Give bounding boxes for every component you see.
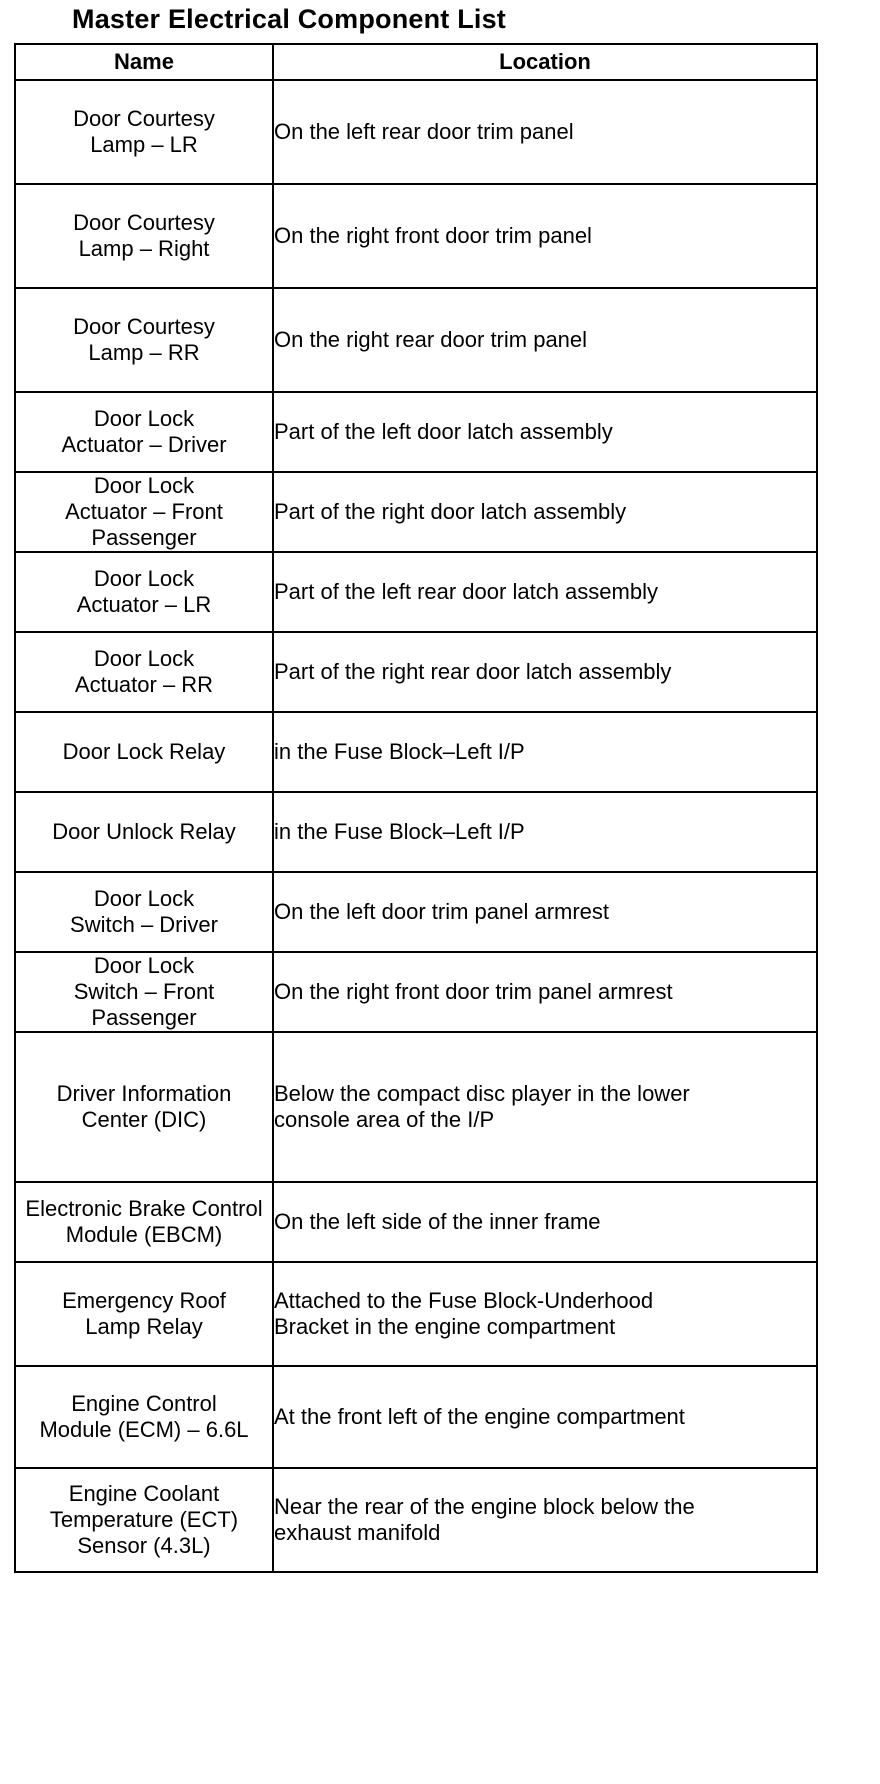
component-name-cell <box>15 80 273 184</box>
column-header-location: Location <box>273 44 817 80</box>
table-header-row <box>15 44 817 80</box>
table-row <box>15 872 817 952</box>
component-location-line: in the Fuse Block–Left I/P <box>274 819 525 844</box>
table-row <box>15 392 817 472</box>
component-location-line: Part of the right door latch assembly <box>274 499 627 524</box>
component-location-cell <box>273 184 817 288</box>
component-name-cell <box>15 184 273 288</box>
component-name-cell <box>15 632 273 712</box>
component-name-cell <box>15 792 273 872</box>
component-name-line: Engine Coolant <box>68 1481 220 1506</box>
component-name-cell <box>15 1468 273 1572</box>
component-name-cell <box>15 552 273 632</box>
table-row <box>15 1182 817 1262</box>
component-location-cell <box>273 872 817 952</box>
table-row <box>15 632 817 712</box>
component-name-cell <box>15 392 273 472</box>
table-body <box>15 80 817 1572</box>
component-name-cell <box>15 1032 273 1182</box>
component-name-cell <box>15 472 273 552</box>
component-name-line: Actuator – LR <box>76 592 212 617</box>
component-name-line: Actuator – Driver <box>61 432 227 457</box>
component-location-line: Part of the left rear door latch assembly <box>274 579 658 604</box>
component-name-line: Driver Information <box>56 1081 232 1106</box>
component-location-cell <box>273 288 817 392</box>
component-name-line: Actuator – Front <box>65 499 223 524</box>
table-row <box>15 952 817 1032</box>
component-name-line: Door Courtesy <box>73 106 215 131</box>
table-row <box>15 472 817 552</box>
table-row <box>15 792 817 872</box>
component-name-line: Door Lock Relay <box>62 739 226 764</box>
table-row <box>15 184 817 288</box>
component-location-cell <box>273 632 817 712</box>
component-location-cell <box>273 80 817 184</box>
table-row <box>15 1032 817 1182</box>
component-location-line: in the Fuse Block–Left I/P <box>274 739 525 764</box>
page-title: Master Electrical Component List <box>72 4 506 34</box>
component-name-line: Actuator – RR <box>74 672 214 697</box>
component-name-line: Electronic Brake Control <box>25 1196 263 1221</box>
component-name-line: Lamp – RR <box>88 340 200 365</box>
component-name-line: Door Courtesy <box>73 210 215 235</box>
component-name-line: Lamp – Right <box>78 236 210 261</box>
component-name-line: Module (EBCM) <box>65 1222 223 1247</box>
component-location-line: Part of the left door latch assembly <box>274 419 613 444</box>
component-name-line: Engine Control <box>71 1391 217 1416</box>
component-location-line: At the front left of the engine compartment <box>274 1404 685 1429</box>
component-name-line: Door Lock <box>93 406 195 431</box>
component-location-line: Attached to the Fuse Block-Underhood <box>274 1288 654 1313</box>
table-row <box>15 288 817 392</box>
component-name-cell <box>15 1262 273 1366</box>
component-name-line: Emergency Roof <box>62 1288 226 1313</box>
component-name-line: Center (DIC) <box>81 1107 207 1132</box>
table-row <box>15 1468 817 1572</box>
component-location-line: On the right front door trim panel armrest <box>274 979 673 1004</box>
table-row <box>15 1262 817 1366</box>
component-name-line: Switch – Driver <box>70 912 218 937</box>
table-row <box>15 552 817 632</box>
component-name-line: Door Lock <box>93 646 195 671</box>
component-location-line: Near the rear of the engine block below the <box>274 1494 695 1519</box>
component-name-line: Module (ECM) – 6.6L <box>39 1417 249 1442</box>
component-name-line: Switch – Front <box>73 979 215 1004</box>
component-name-cell <box>15 872 273 952</box>
column-header-name: Name <box>15 44 273 80</box>
component-location-cell <box>273 472 817 552</box>
component-name-line: Passenger <box>91 525 197 550</box>
component-location-line: On the left door trim panel armrest <box>274 899 610 924</box>
component-location-line: Part of the right rear door latch assembly <box>274 659 672 684</box>
component-name-line: Door Lock <box>93 473 195 498</box>
component-name-cell <box>15 288 273 392</box>
component-name-line: Door Unlock Relay <box>52 819 236 844</box>
component-table <box>14 43 818 1573</box>
component-location-cell <box>273 1366 817 1468</box>
component-location-cell <box>273 1262 817 1366</box>
component-name-cell <box>15 1366 273 1468</box>
component-location-cell <box>273 392 817 472</box>
table-row <box>15 80 817 184</box>
component-name-cell <box>15 952 273 1032</box>
component-location-line: On the right front door trim panel <box>274 223 592 248</box>
component-name-line: Door Lock <box>93 566 195 591</box>
component-name-cell <box>15 1182 273 1262</box>
component-location-cell <box>273 1032 817 1182</box>
component-name-line: Passenger <box>91 1005 197 1030</box>
component-location-cell <box>273 552 817 632</box>
component-location-cell <box>273 1182 817 1262</box>
component-name-line: Door Courtesy <box>73 314 215 339</box>
component-location-line: On the left side of the inner frame <box>274 1209 601 1234</box>
component-name-cell <box>15 712 273 792</box>
component-location-cell <box>273 952 817 1032</box>
component-name-line: Sensor (4.3L) <box>77 1533 211 1558</box>
component-location-line: Bracket in the engine compartment <box>274 1314 616 1339</box>
component-name-line: Door Lock <box>93 886 195 911</box>
component-location-line: Below the compact disc player in the lower <box>274 1081 690 1106</box>
component-location-cell <box>273 712 817 792</box>
component-location-line: On the left rear door trim panel <box>274 119 574 144</box>
component-location-line: On the right rear door trim panel <box>274 327 588 352</box>
component-name-line: Door Lock <box>93 953 195 978</box>
component-location-cell <box>273 792 817 872</box>
table-row <box>15 1366 817 1468</box>
table-row <box>15 712 817 792</box>
component-location-line: console area of the I/P <box>274 1107 495 1132</box>
component-location-cell <box>273 1468 817 1572</box>
component-name-line: Temperature (ECT) <box>49 1507 239 1532</box>
component-location-line: exhaust manifold <box>274 1520 441 1545</box>
component-name-line: Lamp – LR <box>90 132 198 157</box>
component-name-line: Lamp Relay <box>85 1314 203 1339</box>
